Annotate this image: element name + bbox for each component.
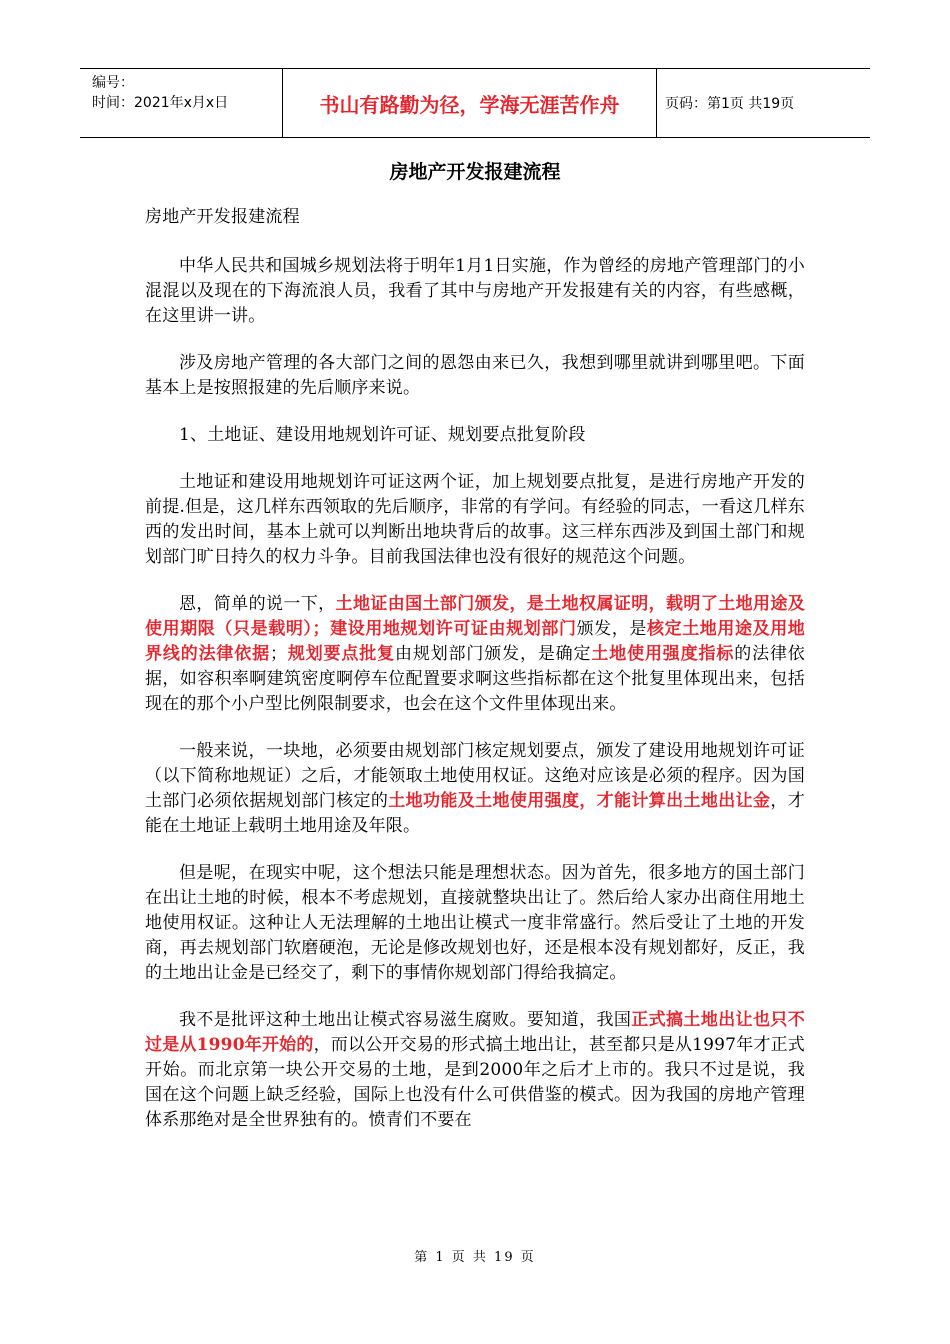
page-header: [80, 68, 870, 138]
highlighted-text: 土地功能及土地使用强度，才能计算出土地出让金: [388, 791, 771, 811]
document-time-label: 时间：2021年x月x日: [92, 95, 229, 111]
paragraph: [145, 592, 805, 717]
document-title: 房地产开发报建流程: [389, 161, 561, 183]
header-motto: 书山有路勤为径，学海无涯苦作舟: [319, 92, 620, 117]
text-run: 我不是批评这种土地出让模式容易滋生腐败。要知道，我国: [179, 1010, 632, 1030]
document-body: [145, 205, 805, 1155]
text-run: 由规划部门颁发，是确定: [394, 644, 592, 664]
text-run: ，才能在土地证上载明土地用途及年限。: [145, 791, 805, 836]
text-run: 一般来说，一块地，必须要由规划部门核定规划要点，颁发了建设用地规划许可证（以下简称地规证）之后，才能领取土地使用权证。这绝对应该是必须的程序。因为国土部门必须依据规划部门核定的: [145, 741, 805, 811]
paragraph: [145, 739, 805, 839]
document-number-label: 编号：: [92, 75, 134, 91]
highlighted-text: 土地证由国土部门颁发，是土地权属证明，载明了土地用途及使用期限（只是载明）；建设用地规划许可证由规划部门: [145, 594, 805, 639]
highlighted-text: 核定土地用途及用地界线的法律依据: [145, 619, 806, 664]
paragraph: 但是呢，在现实中呢，这个想法只能是理想状态。因为首先，很多地方的国土部门在出让土地的时候，根本不考虑规划，直接就整块出让了。然后给人家办出商住用地土地使用权证。这种让人无法理解的土地出让模式一度非常盛行。然后受让了土地的开发商，再去规划部门软磨硬泡，无论是修改规划也好，还是根本没有规划都好，反正，我的土地出让金是已经交了，剩下的事情你规划部门得给我搞定。: [145, 863, 805, 983]
text-run: ，而以公开交易的形式搞土地出让，甚至都只是从1997年才正式开始。而北京第一块公开交易的土地，是到2000年之后才上市的。我只不过是说，我国在这个问题上缺乏经验，国际上也没有什么可供借鉴的模式。因为我国的房地产管理体系那绝对是全世界独有的。愤青们不要在: [145, 1035, 806, 1130]
highlighted-text: 土地使用强度指标: [591, 644, 735, 664]
section-heading: 1、土地证、建设用地规划许可证、规划要点批复阶段: [179, 425, 586, 445]
page-footer: 第 1 页 共 19 页: [414, 1250, 536, 1265]
highlighted-text: 规划要点批复: [287, 644, 395, 664]
header-page-info: 页码：第1页 共19页: [665, 96, 795, 112]
highlighted-text: 正式搞土地出让也只不过是从1990年开始的: [145, 1010, 805, 1055]
header-divider: [656, 69, 657, 137]
header-meta: [92, 73, 282, 113]
text-run: 的法律依据，如容积率啊建筑密度啊停车位配置要求啊这些指标都在这个批复里体现出来，包括现在的那个小户型比例限制要求，也会在这个文件里体现出来。: [145, 644, 805, 714]
text-run: 恩，简单的说一下，: [179, 594, 336, 614]
paragraph: [145, 1008, 805, 1133]
paragraph: 涉及房地产管理的各大部门之间的恩怨由来已久，我想到哪里就讲到哪里吧。下面基本上是按照报建的先后顺序来说。: [145, 353, 805, 398]
section-subtitle: 房地产开发报建流程: [145, 207, 300, 227]
paragraph: 中华人民共和国城乡规划法将于明年1月1日实施，作为曾经的房地产管理部门的小混混以及现在的下海流浪人员，我看了其中与房地产开发报建有关的内容，有些感概，在这里讲一讲。: [145, 256, 805, 326]
text-run: 颁发，是: [576, 619, 647, 639]
paragraph: 土地证和建设用地规划许可证这两个证，加上规划要点批复，是进行房地产开发的前提.但是，这几样东西领取的先后顺序，非常的有学问。有经验的同志，一看这几样东西的发出时间，基本上就可以判断出地块背后的故事。这三样东西涉及到国土部门和规划部门旷日持久的权力斗争。目前我国法律也没有很好的规范这个问题。: [145, 472, 805, 567]
text-run: ；: [269, 644, 288, 664]
